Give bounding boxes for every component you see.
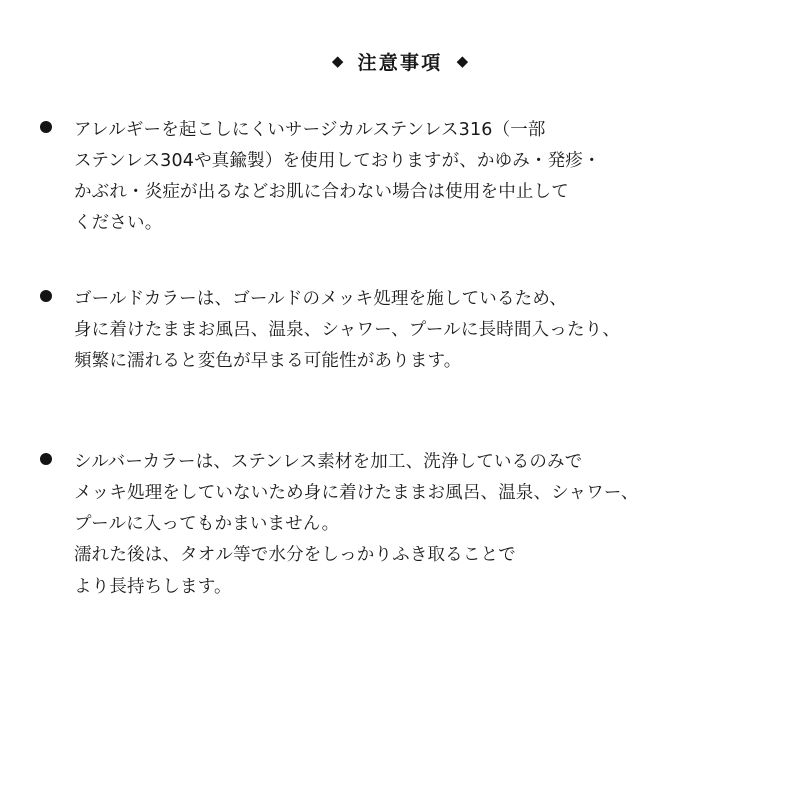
- note-line: 頻繁に濡れると変色が早まる可能性があります。: [74, 350, 462, 371]
- page-title: 注意事項: [357, 52, 443, 74]
- note-line: アレルギーを起こしにくいサージカルステンレス316（一部: [74, 120, 546, 140]
- note-line: ステンレス304や真鍮製）を使用しておりますが、かゆみ・発疹・: [74, 151, 601, 172]
- note-line: かぶれ・炎症が出るなどお肌に合わない場合は使用を中止して: [74, 182, 569, 203]
- note-line: プールに入ってもかまいません。: [74, 514, 340, 535]
- note-line: シルバーカラーは、ステンレス素材を加工、洗浄しているのみで: [74, 451, 583, 472]
- note-line: 身に着けたままお風呂、温泉、シャワー、プールに長時間入ったり、: [74, 319, 620, 340]
- note-text: [74, 115, 760, 240]
- diamond-right-icon: ◆: [456, 52, 469, 70]
- list-item: [40, 284, 760, 377]
- diamond-left-icon: ◆: [331, 52, 344, 70]
- list-item: [40, 115, 760, 240]
- note-line: ゴールドカラーは、ゴールドのメッキ処理を施しているため、: [74, 288, 567, 309]
- note-text: [74, 447, 760, 603]
- note-line: より長持ちします。: [74, 576, 232, 597]
- bullet-icon: [40, 453, 52, 465]
- note-text: [74, 284, 760, 377]
- note-line: メッキ処理をしていないため身に着けたままお風呂、温泉、シャワー、: [74, 483, 639, 504]
- page-title-row: [40, 48, 760, 75]
- bullet-icon: [40, 121, 52, 133]
- list-item: [40, 447, 760, 603]
- notes-list: [40, 115, 760, 603]
- note-line: 濡れた後は、タオル等で水分をしっかりふき取ることで: [74, 545, 516, 566]
- bullet-icon: [40, 290, 52, 302]
- note-line: ください。: [74, 213, 163, 234]
